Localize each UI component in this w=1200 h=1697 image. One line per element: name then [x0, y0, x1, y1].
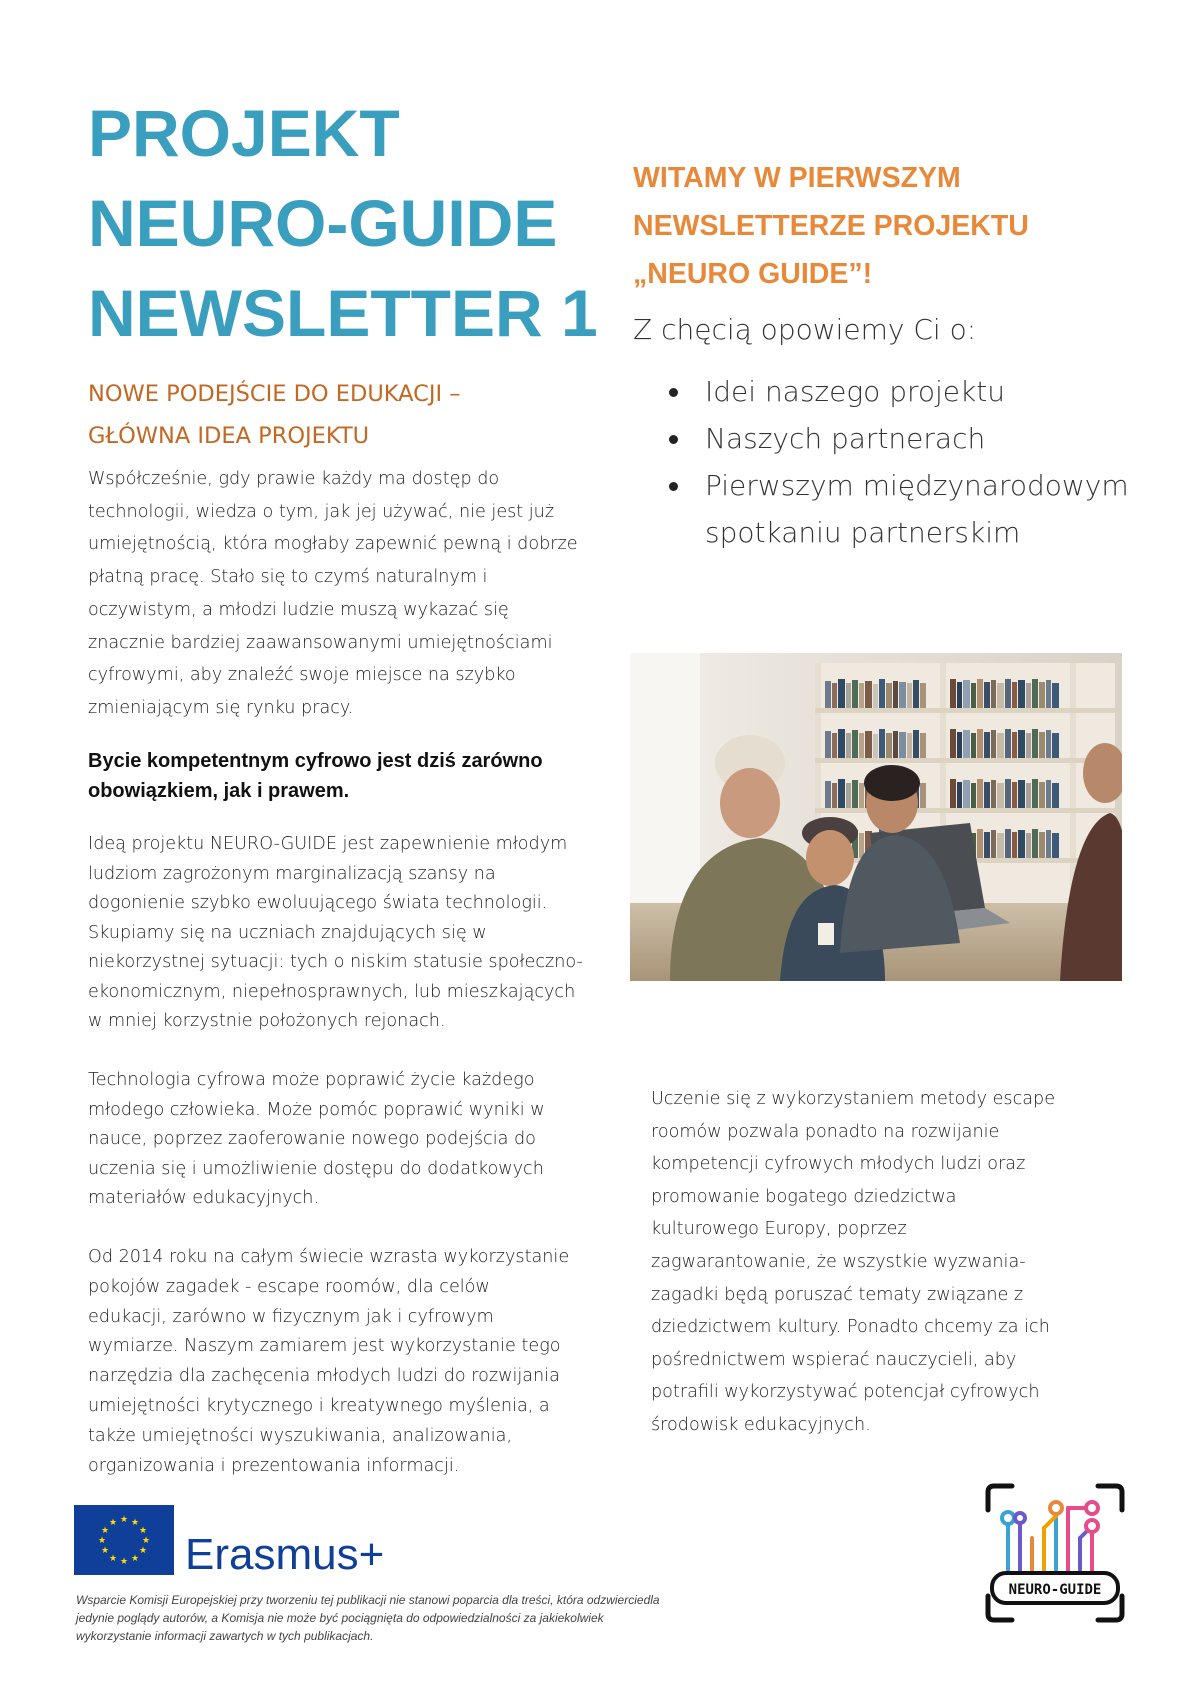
text-line: Wsparcie Komisji Europejskiej przy tworzeniu tej publikacji nie stanowi poparcia dla treści, która odzwierciedla: [76, 1593, 660, 1607]
funding-disclaimer: [76, 1591, 660, 1645]
bullet-icon: [669, 388, 678, 397]
title-line-2: NEURO-GUIDE: [88, 186, 558, 260]
text-line: kompetencji cyfrowych młodych ludzi oraz: [651, 1154, 1026, 1175]
list-item-label: Idei naszego projektu: [705, 375, 1005, 408]
text-line: pokojów zagadek - escape roomów, dla celów: [88, 1276, 490, 1297]
text-line: młodego człowieka. Może pomóc poprawić wyniki w: [88, 1099, 545, 1120]
svg-text:★: ★: [97, 1536, 107, 1546]
section-heading-line-1: NOWE PODEJŚCIE DO EDUKACJI –: [88, 381, 461, 407]
section-heading-line-2: GŁÓWNA IDEA PROJEKTU: [88, 423, 370, 449]
list-item-label: spotkaniu partnerskim: [705, 516, 1021, 549]
text-line: Ideą projektu NEURO-GUIDE jest zapewnienie młodym: [88, 834, 568, 854]
text-line: oczywistym, a młodzi ludzie muszą wykazać się: [88, 599, 509, 620]
text-line: promowanie bogatego dziedzictwa: [651, 1186, 957, 1207]
text-line: zmieniającym się rynku pracy.: [88, 697, 354, 718]
text-line: ekonomicznym, niepełnosprawnych, lub mieszkających: [88, 981, 576, 1002]
section-heading: [88, 373, 608, 457]
text-line: umiejętnością, która mogłaby zapewnić pewną i dobrze: [88, 534, 578, 555]
title-line-1: PROJEKT: [88, 96, 400, 170]
paragraph-escape-rooms: [88, 1243, 569, 1481]
text-line: Od 2014 roku na całym świecie wzrasta wykorzystanie: [88, 1247, 570, 1267]
text-line: Uczenie się z wykorzystaniem metody escape: [651, 1089, 1056, 1109]
text-line: w mniej korzystnie położonych rejonach.: [88, 1011, 446, 1031]
list-item: [665, 368, 1129, 415]
text-line: ludziom zagrożonym marginalizacją szansy na: [88, 863, 496, 884]
text-line: uczenia się i umożliwienie dostępu do dodatkowych: [88, 1158, 544, 1179]
text-line: pośrednictwem wspierać nauczycieli, aby: [651, 1349, 1017, 1370]
svg-text:★: ★: [119, 1515, 129, 1525]
title-line-3: NEWSLETTER 1: [88, 276, 598, 350]
welcome-heading: [633, 154, 1029, 298]
text-line: cyfrowymi, aby znaleźć swoje miejsce na szybko: [88, 665, 516, 686]
text-line: Technologia cyfrowa może poprawić życie każdego: [88, 1070, 535, 1090]
neuro-guide-logo: [980, 1478, 1130, 1628]
text-line: nauce, poprzez zaoferowanie nowego podejścia do: [88, 1129, 536, 1149]
svg-text:★: ★: [138, 1526, 148, 1536]
text-line: niekorzystnej sytuacji: tych o niskim statusie społeczno-: [88, 952, 583, 972]
text-line: kulturowego Europy, poprzez: [651, 1219, 907, 1240]
text-line: dziedzictwem kultury. Ponadto chcemy za ich: [651, 1317, 1050, 1338]
text-line: znacznie bardziej zaawansowanymi umiejętnościami: [88, 632, 553, 653]
text-line: jedynie poglądy autorów, a Komisja nie może być pociągnięta do odpowiedzialności za jakiekolwiek: [76, 1611, 604, 1625]
bullet-icon: [669, 482, 678, 491]
list-item: [665, 415, 1129, 462]
erasmus-plus-logo-text: Erasmus+: [185, 1530, 385, 1579]
text-line: wykorzystanie informacji zawartych w tych publikacjach.: [76, 1629, 374, 1643]
svg-text:★: ★: [100, 1546, 110, 1556]
welcome-line-2: NEWSLETTERZE PROJEKTU: [633, 210, 1029, 242]
text-line: Skupiamy się na uczniach znajdujących się w: [88, 922, 487, 943]
text-line: zagadki będą poruszać tematy związane z: [651, 1284, 1024, 1305]
text-line: obowiązkiem, jak i prawem.: [88, 780, 350, 802]
paragraph-project-idea: [88, 830, 583, 1037]
text-line: potrafili wykorzystywać potencjał cyfrowych: [651, 1382, 1040, 1403]
text-line: organizowania i prezentowania informacji.: [88, 1455, 460, 1476]
text-line: materiałów edukacyjnych.: [88, 1188, 320, 1208]
paragraph-escape-room-benefits: [651, 1083, 1055, 1442]
svg-text:★: ★: [138, 1546, 148, 1556]
paragraph-digital-technology: [88, 1066, 545, 1214]
text-line: płatną pracę. Stało się to czymś naturalnym i: [88, 567, 488, 588]
svg-text:★: ★: [108, 1518, 118, 1528]
text-line: środowisk edukacyjnych.: [651, 1414, 871, 1435]
text-line: roomów pozwala ponadto na rozwijanie: [651, 1121, 1000, 1142]
text-line: umiejętności krytycznego i kreatywnego myślenia, a: [88, 1395, 550, 1416]
text-line: dogonienie szybko ewoluującego świata technologii.: [88, 893, 548, 913]
text-line: zagwarantowanie, że wszystkie wyzwania-: [651, 1251, 1026, 1272]
students-photo: [630, 653, 1122, 981]
text-line: Współcześnie, gdy prawie każdy ma dostęp do: [88, 469, 500, 489]
text-line: wymiarze. Naszym zamiarem jest wykorzystanie tego: [88, 1336, 561, 1357]
list-item-label: Pierwszym międzynarodowym: [705, 469, 1129, 502]
page-title: [88, 88, 608, 358]
svg-text:★: ★: [141, 1536, 151, 1546]
svg-text:★: ★: [119, 1557, 129, 1567]
welcome-line-3: „NEURO GUIDE”!: [633, 258, 873, 290]
intro-text: Z chęcią opowiemy Ci o:: [633, 313, 977, 346]
svg-text:★: ★: [108, 1554, 118, 1564]
bold-statement: [88, 746, 543, 806]
text-line: edukacji, zarówno w fizycznym jak i cyfrowym: [88, 1306, 494, 1327]
bullet-icon: [669, 435, 678, 444]
list-item-label: Naszych partnerach: [705, 422, 986, 455]
text-line: narzędzia dla zachęcenia młodych ludzi do rozwijania: [88, 1366, 560, 1387]
svg-text:★: ★: [130, 1518, 140, 1528]
logo-label: NEURO-GUIDE: [1008, 1582, 1102, 1598]
topics-list: [665, 368, 1129, 556]
welcome-line-1: WITAMY W PIERWSZYM: [633, 162, 961, 194]
list-item: [665, 462, 1129, 509]
paragraph-intro: [88, 463, 578, 725]
text-line: technologii, wiedza o tym, jak jej używać, nie jest już: [88, 501, 555, 522]
text-line: Bycie kompetentnym cyfrowo jest dziś zarówno: [88, 750, 543, 772]
svg-text:★: ★: [100, 1526, 110, 1536]
eu-flag-icon: [74, 1505, 174, 1575]
list-item: [665, 509, 1129, 556]
text-line: także umiejętności wyszukiwania, analizowania,: [88, 1425, 513, 1446]
svg-text:★: ★: [130, 1554, 140, 1564]
